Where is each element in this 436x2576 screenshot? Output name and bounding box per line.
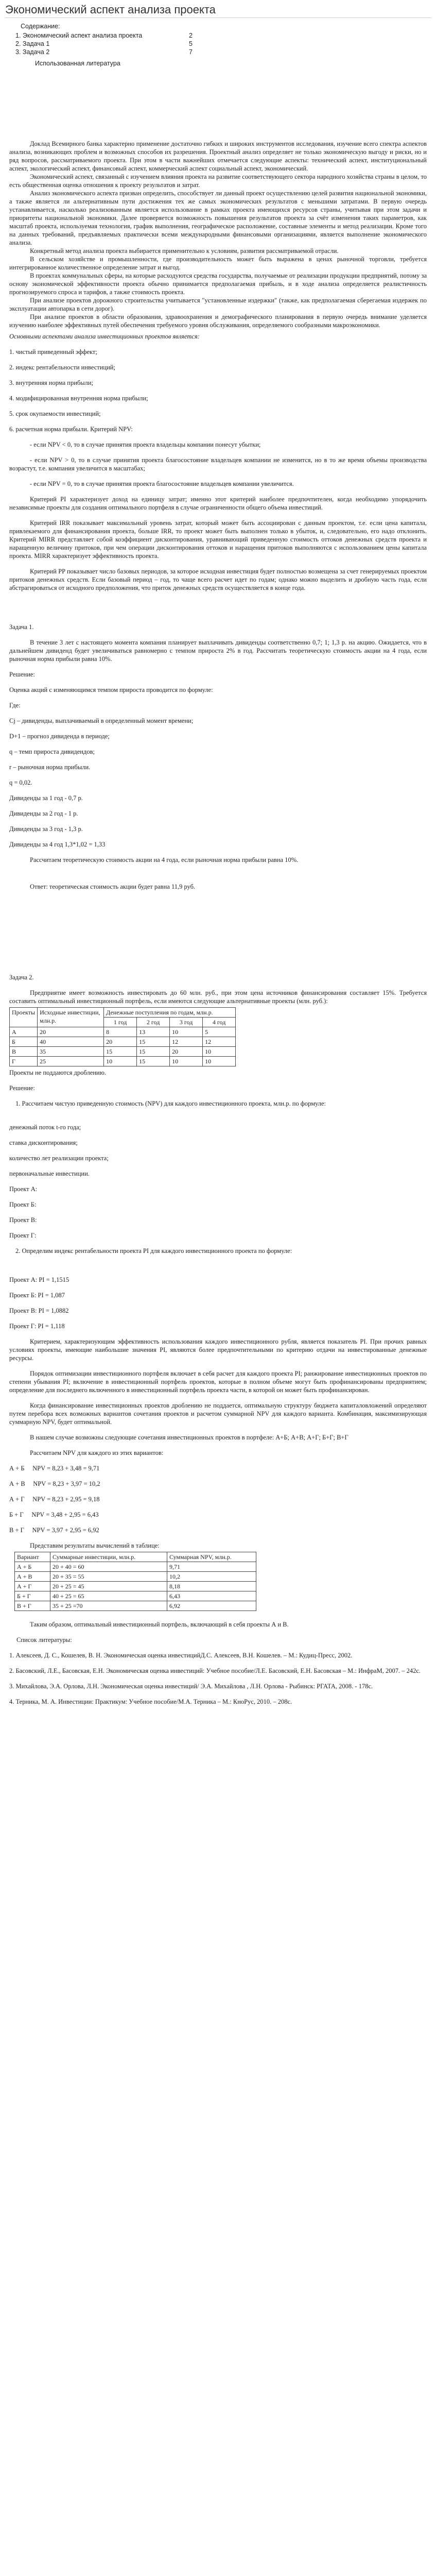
task1-dividend: Дивиденды за 1 год - 0,7 р. (9, 794, 83, 802)
combo-line: Б + Г NPV = 3,48 + 2,95 = 6,43 (9, 1511, 99, 1518)
page-title: Экономический аспект анализа проекта (5, 3, 216, 16)
table-row: Г 25 10 15 10 10 (10, 1057, 236, 1066)
reference-item: 4. Терника, М. А. Инвестиции: Практикум: Учебное пособие/М.А. Терника – М.: КноРус, 2010. – 208с. (9, 1698, 292, 1705)
table-row: Б + Г 40 + 25 = 65 6,43 (15, 1591, 256, 1601)
table-row: В 35 15 15 20 10 (10, 1047, 236, 1057)
paragraph: Конкретный метод анализа проекта выбирается применительно к условиям, развития рассматриваемой отрасли. (30, 247, 339, 255)
pi-value: Проект Б: PI = 1,087 (9, 1292, 65, 1299)
table-row: В + Г 35 + 25 =70 6,92 (15, 1601, 256, 1611)
table-row: А + Б 20 + 40 = 60 9,71 (15, 1562, 256, 1572)
project-label: Проект Б: (9, 1201, 37, 1208)
criteria-item: 4. модифицированная внутренняя норма прибыли; (9, 395, 148, 402)
combo-line: А + В NPV = 8,23 + 3,97 = 10,2 (9, 1480, 100, 1487)
toc-heading: Содержание: (21, 23, 60, 30)
table-header: 4 год (203, 1018, 236, 1027)
legend-item: денежный поток t-го года; (9, 1124, 81, 1131)
task1-dividend: Дивиденды за 4 год 1,3*1,02 = 1,33 (9, 841, 106, 848)
task2-step2: 2. Определим индекс рентабельности проекта PI для каждого инвестиционного проекта по формуле: (15, 1247, 292, 1255)
task1-conclusion: Рассчитаем теоретическую стоимость акции на 4 года, если рыночная норма прибыли равна 10%. (30, 856, 299, 863)
pi-value: Проект А: PI = 1,1515 (9, 1276, 69, 1283)
paragraph: Когда финансирование инвестиционных проектов дроблению не поддается, оптимальную структуру бюджета капиталовложений определяют путем перебора всех возможных вариантов сочетания проектов и расчетом суммарной NPV для каждого варианта. Комбинация, максимизирующая суммарную NPV, будет оптимальной. (9, 1402, 427, 1426)
task2-note: Проекты не поддаются дроблению. (9, 1069, 107, 1076)
task1-text: В течение 3 лет с настоящего момента компания планирует выплачивать дивиденды соответственно 0,7; 1; 1,3 р. на акцию. Ожидается, что в дальнейшем дивиденд будет увеличиваться равномерно с темпом прироста 2% в год. Рассчитать теоретическую стоимость акции на 4 года, если рыночная норма прибыли равна 10%. (9, 639, 427, 663)
task1-where-item: r – рыночная норма прибыли. (9, 764, 91, 771)
combo-line: А + Г NPV = 8,23 + 2,95 = 9,18 (9, 1496, 100, 1503)
paragraph: Критерием, характеризующим эффективность использования каждого инвестиционного рубля, является показатель PI. При прочих равных условиях проекты, имеющие наибольшие значения PI, являются более предпочтительными по критерию отдачи на инвестированные денежные ресурсы. (9, 1338, 427, 1362)
criteria-item: 2. индекс рентабельности инвестиций; (9, 364, 115, 371)
paragraph: Критерий IRR показывает максимальный уровень затрат, который может быть ассоциирован с данным проектом, т.е. если цена капитала, привлекаемого для финансирования проекта, больше IRR, то проект может быть выполнен только в убыток, и, следовательно, его надо отклонить. Критерий MIRR представляет собой коэффициент дисконтирования, уравнивающий приведенную стоимость оттоков денежных средств проекта и наращенную величину притоков, при чем операции дисконтирования оттоков и наращения притоков выполняются с использованием цены капитала проекта. MIRR характеризует эффективность проекта. (9, 519, 427, 560)
task1-dividend: Дивиденды за 2 год - 1 р. (9, 810, 78, 817)
project-label: Проект Г: (9, 1232, 37, 1239)
npv-rule: - если NPV > 0, то в случае принятия проекта благосостояние владельцев компании не изменится, но в то же время объемы производства возрастут, т.е. компания увеличится в масштабах; (9, 456, 427, 472)
legend-item: первоначальные инвестиции. (9, 1170, 90, 1177)
task1-answer: Ответ: теоретическая стоимость акции будет равна 11,9 руб. (30, 883, 196, 890)
pi-value: Проект В: PI = 1,0882 (9, 1307, 69, 1314)
table-header: Вариант (15, 1552, 50, 1562)
npv-rule: - если NPV = 0, то в случае принятия проекта благосостояние владельцев компании увеличится. (30, 480, 294, 487)
results-table (14, 1552, 256, 1611)
combo-label: Рассчитаем NPV для каждого из этих вариантов: (30, 1449, 164, 1456)
reference-item: 3. Михайлова, Э.А. Орлова, Л.Н. Экономическая оценка инвестиций/ Э.А. Михайлова , Л.Н. Орлова - Рыбинск: РГАТА, 2008. - 178с. (9, 1683, 373, 1690)
task2-final: Таким образом, оптимальный инвестиционный портфель, включающий в себя проекты А и В. (30, 1621, 289, 1628)
npv-rule: - если NPV < 0, то в случае принятия проекта владельцы компании понесут убытки; (30, 441, 261, 448)
paragraph: Доклад Всемирного банка характерно применение достаточно гибких и широких инструментов исследования, изучение всего спектра аспектов анализа, возникающих проблем и возможных способов их разрешения. Проектный анализ определяет не только экономическую выгоду и риски, но и ряд вопросов, рассматриваемого проекта. При этом в части важнейших отмечается следующие аспекты: технический аспект, институциональный аспект, экологический аспект, финансовый аспект, коммерческий аспект социальный аспект, экономический. (9, 140, 427, 172)
table-header: Денежные поступления по годам, млн.р. (104, 1008, 236, 1018)
paragraph: В нашем случае возможны следующие сочетания инвестиционных проектов в портфеле: А+Б; А+В; А+Г; Б+Г; В+Г (30, 1434, 348, 1441)
reference-item: 2. Басовский, Л.Е., Басовская, Е.Н. Экономическая оценка инвестиций: Учебное пособие/Л.Е. Басовский, Е.Н. Басовская – М.: ИнфраМ, 2007. – 242с. (9, 1667, 421, 1674)
toc-item[interactable]: 3. Задача 2 7 (15, 48, 193, 56)
table-header: Суммарные инвестиции, млн.р. (50, 1552, 167, 1562)
task1-formula-line: Оценка акций с изменяющимся темпом прироста проводится по формуле: (9, 686, 213, 693)
table-header: 2 год (137, 1018, 170, 1027)
legend-item: ставка дисконтирования; (9, 1139, 78, 1146)
table-header: 1 год (104, 1018, 137, 1027)
task1-where-item: D+1 – прогноз дивиденда в периоде; (9, 733, 110, 740)
table-row: А + В 20 + 35 = 55 10,2 (15, 1572, 256, 1582)
paragraph: Критерий PP показывает число базовых периодов, за которое исходная инвестиция будет полностью возмещена за счет генерируемых проектом притоков денежных средств. Если базовый период – год, то чаще всего расчет идет по годам; однако можно выделить и дробную часть года, если абстрагироваться от исходного предположения, что приток денежных средств осуществляется в конце года. (9, 568, 427, 591)
projects-table (9, 1007, 236, 1066)
refs-heading: Список литературы: (16, 1636, 72, 1643)
table-row: А 20 8 13 10 5 (10, 1027, 236, 1037)
task2-text: Предприятие имеет возможность инвестировать до 60 млн. руб., при этом цена источников финансирования составляет 15%. Требуется составить оптимальный инвестиционный портфель, если имеются следующие альтернативные проекты (млн. руб.): (9, 989, 427, 1005)
task1-where-item: Cj – дивиденды, выплачиваемый в определенный момент времени; (9, 717, 194, 724)
results-label: Представим результаты вычислений в таблице: (30, 1542, 160, 1549)
task2-solution-label: Решение: (9, 1084, 35, 1092)
paragraph: Порядок оптимизации инвестиционного портфеля включает в себя расчет для каждого проекта PI; ранжирование инвестиционных проектов по степени убывания PI; включение в инвестиционный портфель проектов, которые в полном объеме могут быть профинансированы предприятием; определение для последнего включенного в инвестиционный портфель проекта части, в которой он может быть профинансирован. (9, 1370, 427, 1394)
toc-item[interactable]: 2. Задача 1 5 (15, 40, 193, 47)
combo-line: В + Г NPV = 3,97 + 2,95 = 6,92 (9, 1527, 99, 1534)
criteria-item: 5. срок окупаемости инвестиций; (9, 410, 101, 417)
table-of-contents (15, 31, 427, 56)
paragraph: Критерий PI характеризует доход на единицу затрат; именно этот критерий наиболее предпочтителен, когда необходимо упорядочить независимые проекты для создания оптимального портфеля в случае ограниченности общего объема инвестиций. (9, 496, 427, 511)
project-label: Проект В: (9, 1216, 37, 1224)
table-row: А + Г 20 + 25 = 45 8,18 (15, 1582, 256, 1591)
table-row: Б 40 20 15 12 12 (10, 1037, 236, 1047)
document-body (0, 18, 436, 1706)
combo-line: А + Б NPV = 8,23 + 3,48 = 9,71 (9, 1465, 100, 1472)
paragraph: В проектах коммунальных сферы, на которые расходуются средства государства, получаемые от реализации продукции предприятий, потому за основу экономической эффективности проекта обычно принимается предполагаемая прибыль, и в ходе анализа определяется реалистичность прогнозируемого спроса и тарифов, а также стоимость проекта. (9, 272, 427, 296)
paragraph: При анализе проектов в области образования, здравоохранения и демографического планирования в первую очередь внимание уделяется изучению наиболее эффективных путей обеспечения требуемого уровня обслуживания, определяемого сообразными макроэкономики. (9, 313, 427, 329)
project-label: Проект А: (9, 1185, 38, 1193)
table-header: 3 год (170, 1018, 203, 1027)
criteria-item: 6. расчетная норма прибыли. Критерий NPV: (9, 426, 133, 433)
task1-heading: Задача 1. (9, 623, 34, 631)
criteria-heading: Основными аспектами анализа инвестиционных проектов является: (9, 333, 200, 340)
task1-solution-label: Решение: (9, 671, 35, 678)
toc-literature: Использованная литература (35, 60, 120, 67)
paragraph: При анализе проектов дорожного строительства учитывается "установленные издержки" (также, как предполагаемая сберегаемая издержек по эксплуатации автопарка в сети дорог). (9, 297, 427, 312)
task1-where-label: Где: (9, 702, 21, 709)
reference-item: 1. Алексеев, Д. С., Кошелев, В. Н. Экономическая оценка инвестицийД.С. Алексеев, В.Н. Кошелев. – М.: Кудиц-Пресс, 2002. (9, 1652, 353, 1659)
task1-dividend: Дивиденды за 3 год - 1,3 р. (9, 825, 83, 833)
paragraph: Экономический аспект, связанный с изучением влияния проекта на развитие соответствующего сектора народного хозяйства страны в целом, то есть общественная оценка отношения к проекту результатов и затрат. (9, 173, 427, 189)
table-header: Суммарная NPV, млн.р. (167, 1552, 256, 1562)
paragraph: Анализ экономического аспекта призван определить, способствует ли данный проект осуществлению целей развития национальной экономики, а также является ли альтернативным пути достижения тех же самых экономических результатов с меньшими затратами. В первую очередь устанавливается, насколько реализованным является использование в рамках проекта имеющихся ресурсов страны, учитывая при этом задачи и приоритеты национальной экономики. Далее проверяется возможность повышения результатов проекта за счёт изменения таких параметров, как масштаб проекта, используемая технология, график выполнения, географическое расположение, составные элементы и метод реализации. Кроме того на данных требований, предъявляемых практически всеми международными финансовыми организациями, является выполнение экономического анализа. (9, 190, 427, 246)
table-header: Проекты (10, 1008, 38, 1027)
criteria-item: 3. внутренняя норма прибыли; (9, 379, 94, 386)
task1-where-item: q = 0,02. (9, 779, 32, 786)
pi-value: Проект Г: PI = 1,118 (9, 1323, 65, 1330)
paragraph: В сельском хозяйстве и промышленности, где производительность может быть выражена в ценах рыночной торговли, требуется интегрированное количественное определение затрат и выгод. (9, 256, 427, 271)
legend-item: количество лет реализации проекта; (9, 1155, 109, 1162)
toc-item[interactable]: 1. Экономический аспект анализа проекта 2 (15, 32, 193, 39)
task2-step1: 1. Рассчитаем чистую приведенную стоимость (NPV) для каждого инвестиционного проекта, млн.р. по формуле: (15, 1100, 326, 1107)
task1-where-item: q – темп прироста дивидендов; (9, 748, 95, 755)
task2-heading: Задача 2. (9, 974, 34, 981)
table-header: Исходные инвестиции, млн.р. (38, 1008, 104, 1027)
criteria-item: 1. чистый приведенный эффект; (9, 348, 97, 355)
